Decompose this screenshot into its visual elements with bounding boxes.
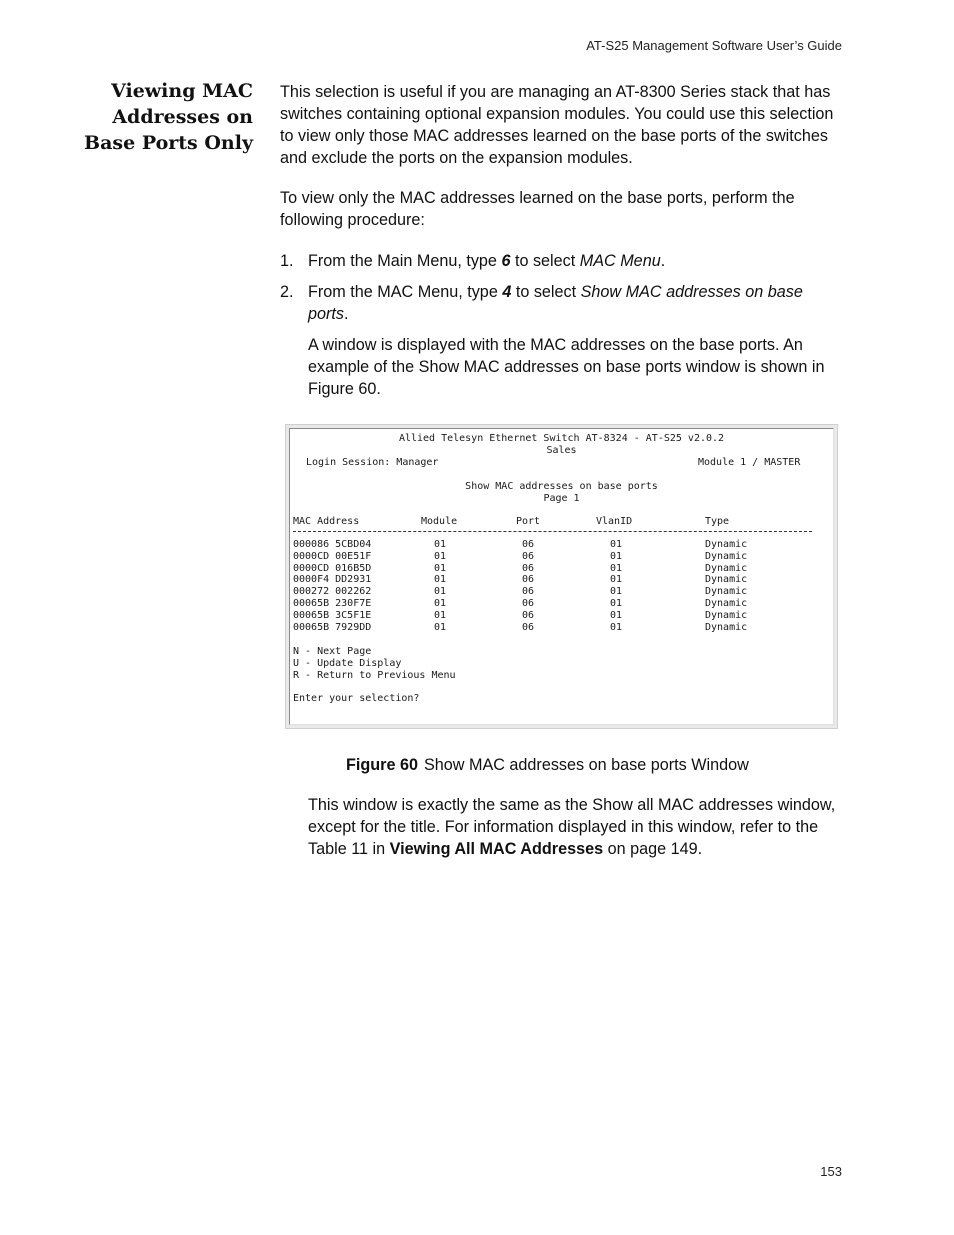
cell-module: 01 (434, 562, 447, 574)
section-heading-line: Viewing MAC (111, 80, 253, 102)
closing-paragraph: This window is exactly the same as the Show all MAC addresses window, except for the title. For information displayed in this window, refer to the Table 11 in Viewing All MAC Addresses on page 149. (308, 796, 836, 858)
cell-vlanid: 01 (610, 574, 623, 586)
terminal-screen (289, 428, 834, 725)
cell-mac: 00065B 7929DD (293, 621, 372, 633)
menu-name: MAC Menu (579, 252, 661, 270)
cell-type: Dynamic (705, 562, 748, 574)
cell-port: 06 (522, 621, 535, 633)
cell-module: 01 (434, 598, 447, 609)
cell-mac: 000086 5CBD04 (293, 539, 372, 550)
cell-port: 06 (522, 586, 535, 598)
cell-port: 06 (522, 598, 535, 609)
cell-mac: 0000CD 016B5D (293, 562, 372, 574)
cell-mac: 0000F4 DD2931 (293, 574, 372, 586)
column-header-vlanid: VlanID (596, 516, 633, 527)
terminal-location: Sales (546, 445, 577, 456)
cell-vlanid: 01 (610, 539, 623, 550)
cell-module: 01 (434, 539, 447, 550)
column-header-mac: MAC Address (293, 516, 360, 527)
figure-label: Figure 60 (346, 756, 418, 774)
column-header-type: Type (705, 516, 730, 527)
selection-prompt[interactable]: Enter your selection? (293, 693, 420, 704)
procedure-intro-paragraph: To view only the MAC addresses learned on the base ports, perform the following procedure: (280, 189, 795, 229)
running-header: AT-S25 Management Software User’s Guide (586, 38, 842, 53)
cell-port: 06 (522, 609, 535, 621)
cell-type: Dynamic (705, 586, 748, 598)
cell-port: 06 (522, 562, 535, 574)
terminal-screen-title: Show MAC addresses on base ports (465, 481, 658, 492)
header-divider (293, 531, 812, 532)
section-heading (60, 78, 253, 156)
cell-vlanid: 01 (610, 598, 623, 609)
cell-vlanid: 01 (610, 550, 623, 562)
step-number: 1. (280, 252, 294, 270)
cell-module: 01 (434, 550, 447, 562)
cell-type: Dynamic (705, 598, 748, 609)
cell-port: 06 (522, 550, 535, 562)
column-header-port: Port (516, 516, 541, 527)
cell-port: 06 (522, 539, 535, 550)
cross-reference-link[interactable]: Viewing All MAC Addresses (389, 840, 604, 858)
cell-module: 01 (434, 574, 447, 586)
cell-mac: 0000CD 00E51F (293, 550, 372, 562)
figure-caption-text: Show MAC addresses on base ports Window (423, 756, 749, 774)
cell-mac: 000272 002262 (293, 586, 372, 598)
cell-type: Dynamic (705, 621, 748, 633)
menu-name: Show MAC addresses on base ports (308, 283, 803, 323)
section-heading-line: Base Ports Only (84, 132, 253, 154)
cell-mac: 00065B 3C5F1E (293, 609, 372, 621)
terminal-title: Allied Telesyn Ethernet Switch AT-8324 - AT-S25 v2.0.2 (398, 433, 725, 444)
menu-option: U - Update Display (293, 658, 402, 669)
cell-port: 06 (522, 574, 535, 586)
terminal-window-figure (285, 424, 838, 729)
cell-vlanid: 01 (610, 586, 623, 598)
cell-module: 01 (434, 609, 447, 621)
step-number: 2. (280, 283, 294, 301)
cell-module: 01 (434, 621, 447, 633)
section-heading-line: Addresses on (112, 106, 253, 128)
cell-vlanid: 01 (610, 609, 623, 621)
terminal-module: Module 1 / MASTER (698, 457, 801, 468)
menu-option: R - Return to Previous Menu (293, 670, 456, 681)
intro-paragraph: This selection is useful if you are managing an AT-8300 Series stack that has switches containing optional expansion modules. You could use this selection to view only those MAC addresses learned on the base ports of the switches and exclude the ports on the expansion modules. (280, 83, 834, 167)
cell-type: Dynamic (705, 574, 748, 586)
cell-type: Dynamic (705, 609, 748, 621)
column-header-module: Module (421, 516, 458, 527)
cell-vlanid: 01 (610, 621, 623, 633)
cell-type: Dynamic (705, 550, 748, 562)
cell-type: Dynamic (705, 539, 748, 550)
key-label: 6 (501, 252, 511, 270)
cell-module: 01 (434, 586, 447, 598)
menu-option: N - Next Page (293, 646, 372, 657)
terminal-page: Page 1 (543, 493, 580, 504)
key-label: 4 (502, 283, 512, 301)
page-number: 153 (820, 1164, 842, 1179)
figure-caption (346, 754, 749, 776)
cell-vlanid: 01 (610, 562, 623, 574)
step-text: From the Main Menu, type 6 to select MAC Menu. (308, 252, 666, 270)
step-text: From the MAC Menu, type 4 to select Show MAC addresses on base ports. (308, 283, 803, 323)
cell-mac: 00065B 230F7E (293, 598, 372, 609)
terminal-session: Login Session: Manager (306, 457, 439, 468)
result-paragraph: A window is displayed with the MAC addresses on the base ports. An example of the Show MAC addresses on base ports window is shown in Figure 60. (308, 336, 825, 398)
